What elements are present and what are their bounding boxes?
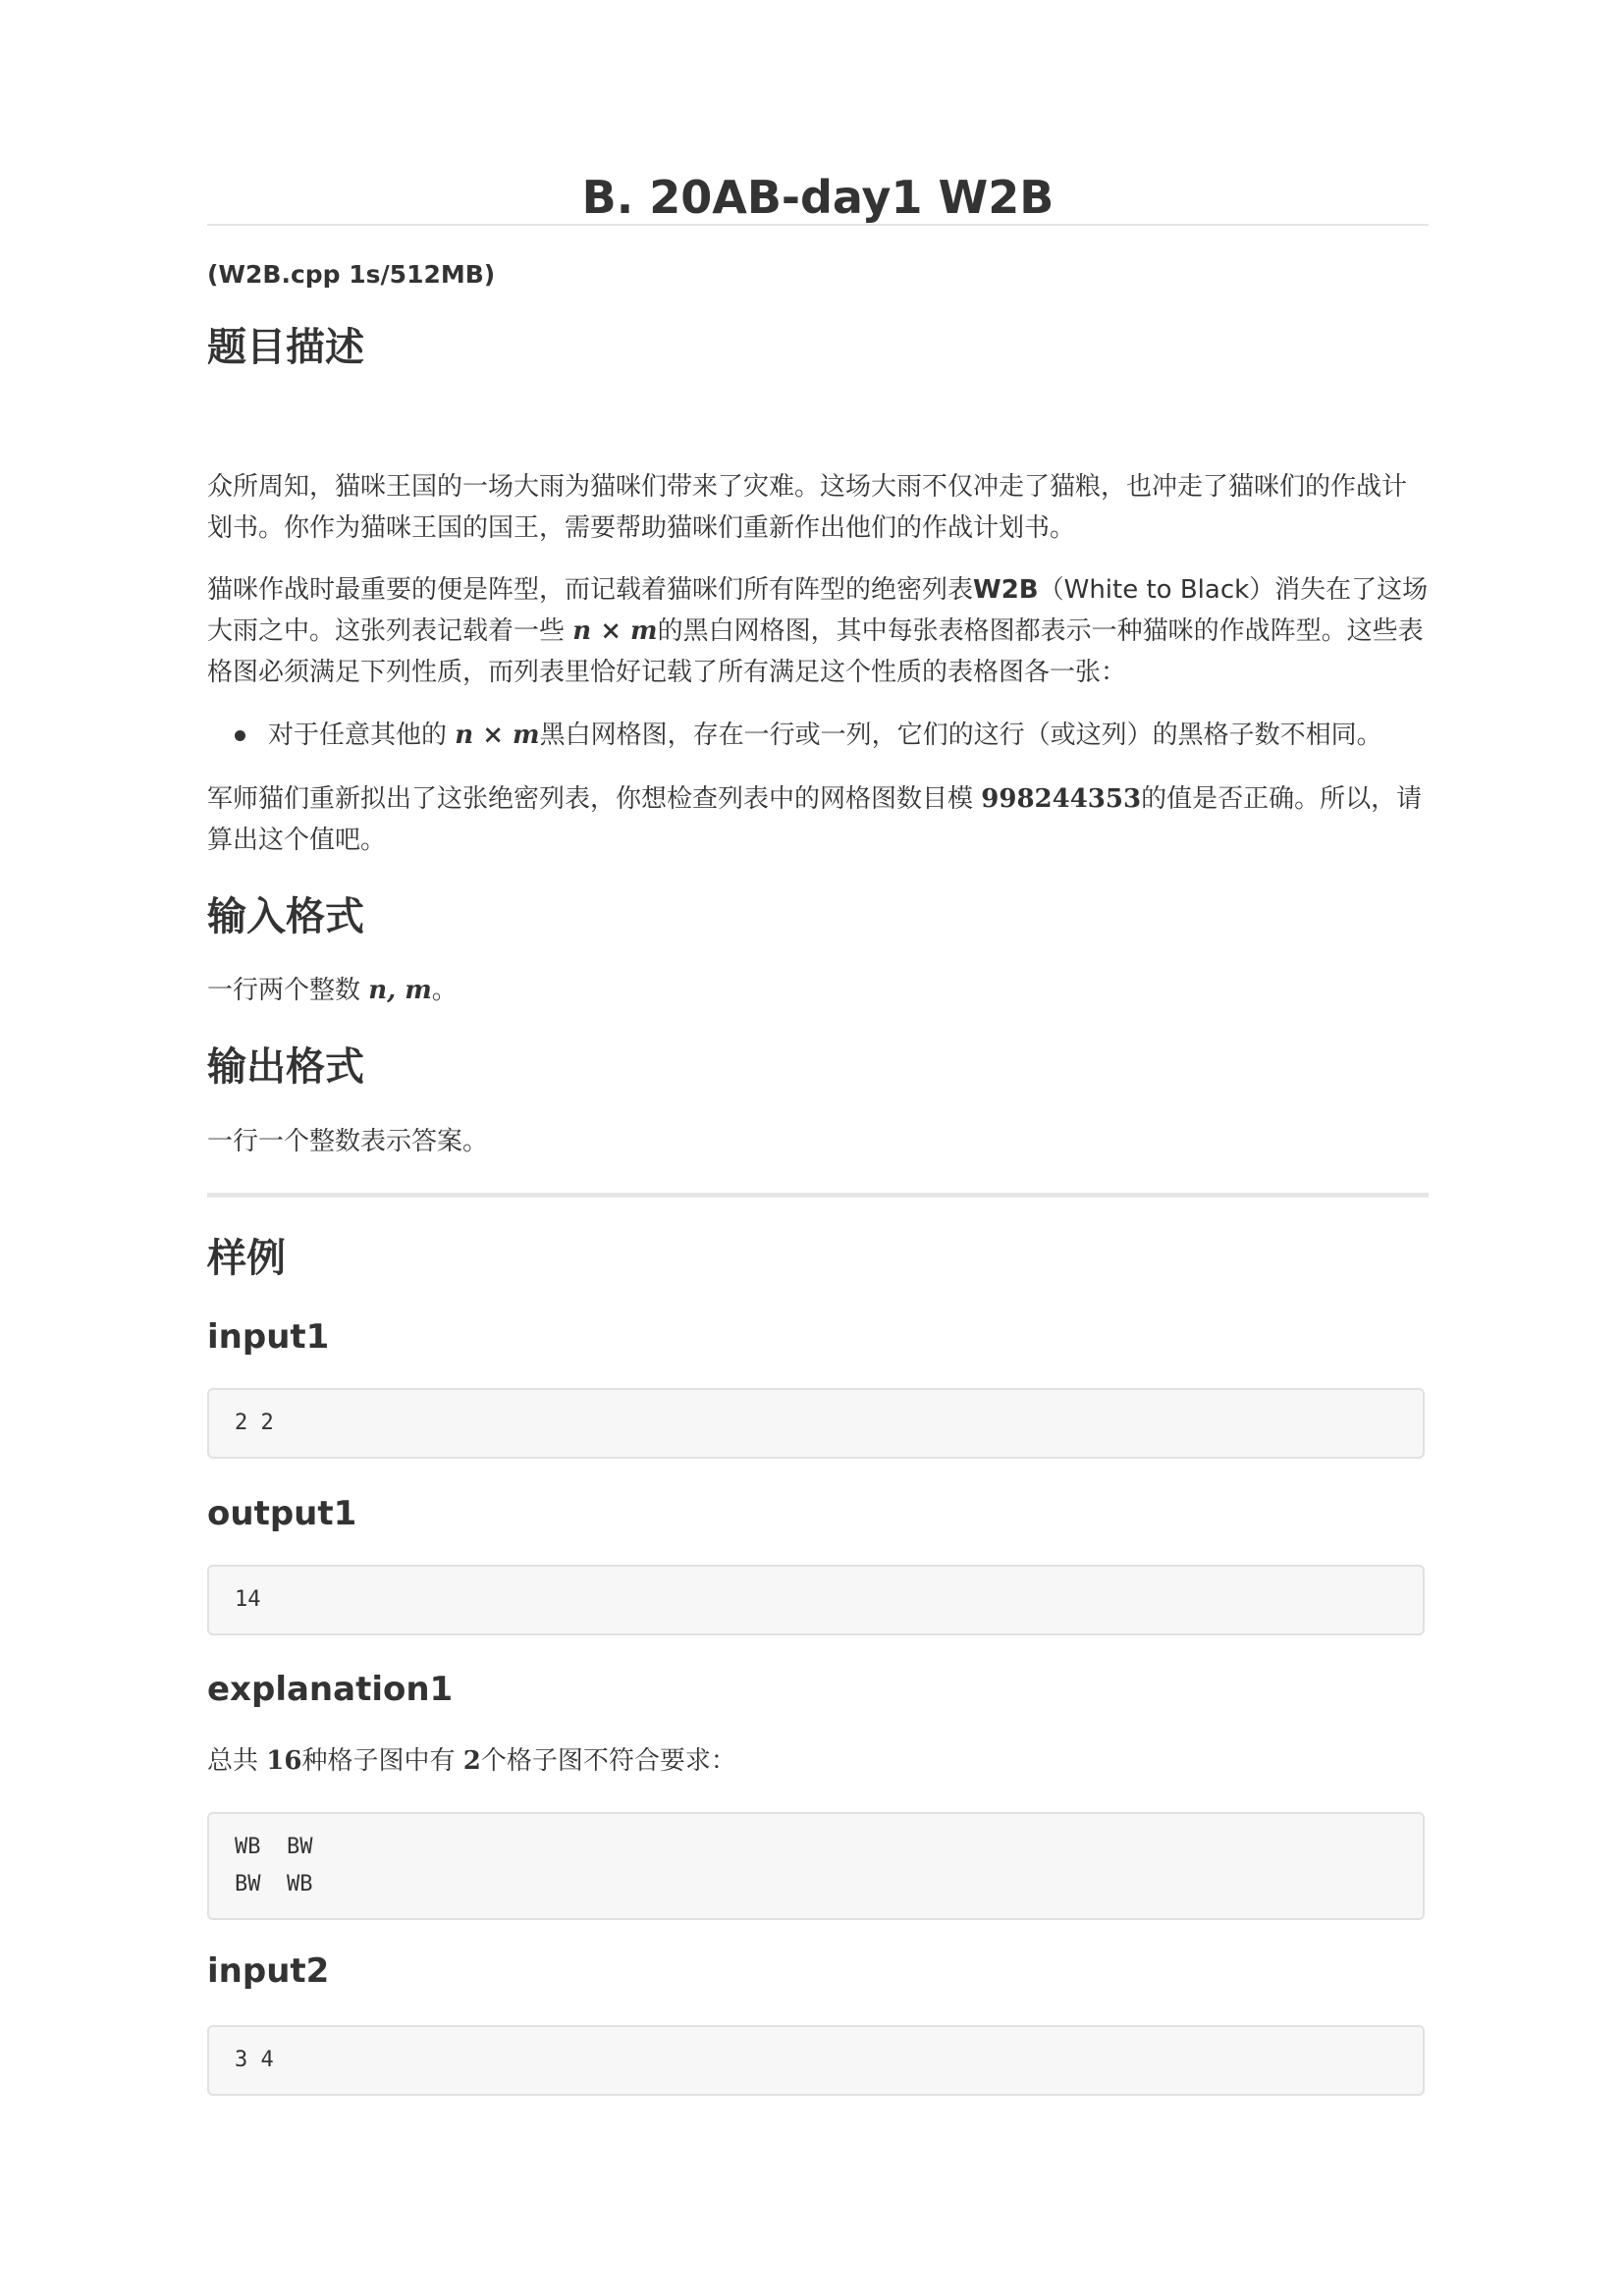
problem-meta: (W2B.cpp 1s/512MB): [207, 260, 496, 289]
explanation1-text: 总共 16种格子图中有 2个格子图不符合要求：: [207, 1746, 736, 1776]
section-divider: [207, 1193, 1429, 1198]
input-format-heading: 输入格式: [207, 894, 364, 939]
description-paragraph-1: 众所周知，猫咪王国的一场大雨为猫咪们带来了灾难。这场大雨不仅冲走了猫粮，也冲走了猫咪们的作战计划书。你作为猫咪王国的国王，需要帮助猫咪们重新作出他们的作战计划书。: [207, 472, 1408, 543]
total-count: 16: [266, 1746, 302, 1776]
page-title: B. 20AB-day1 W2B: [581, 171, 1055, 224]
list-item: 对于任意其他的 n × m黑白网格图，存在一行或一列，它们的这行（或这列）的黑格子数不相同。: [207, 715, 1429, 756]
math-n-times-m: n × m: [572, 616, 658, 646]
explanation1-heading: explanation1: [207, 1670, 454, 1709]
bullet-icon: [235, 730, 245, 741]
input-format-text: 一行两个整数 n, m。: [207, 976, 458, 1005]
description-heading: 题目描述: [207, 325, 364, 370]
output-format-text: 一行一个整数表示答案。: [207, 1127, 489, 1156]
modulus-value: 998244353: [981, 784, 1142, 814]
invalid-count: 2: [462, 1746, 481, 1776]
input2-code-block: 3 4: [207, 2025, 1425, 2096]
title-divider: [207, 224, 1429, 226]
input2-heading: input2: [207, 1951, 330, 1991]
input1-heading: input1: [207, 1317, 330, 1357]
explanation1-code-block: WB BW BW WB: [207, 1812, 1425, 1920]
math-n-times-m: n × m: [455, 721, 540, 750]
math-n-m: n, m: [368, 976, 432, 1005]
output1-code-block: 14: [207, 1565, 1425, 1635]
output1-heading: output1: [207, 1494, 357, 1533]
description-paragraph-2: 猫咪作战时最重要的便是阵型，而记载着猫咪们所有阵型的绝密列表W2B（White to Black）消失在了这场大雨之中。这张列表记载着一些 n × m的黑白网格图，其中每张表格图都表示一种猫咪的作战阵型。这些表格图必须满足下列性质，而列表里恰好记载了所有满足这个性质的表格图各一张：: [207, 575, 1429, 687]
list-name: W2B: [973, 575, 1039, 605]
samples-heading: 样例: [207, 1236, 286, 1281]
property-list: [207, 715, 1429, 756]
description-paragraph-3: 军师猫们重新拟出了这张绝密列表，你想检查列表中的网格图数目模 998244353的值是否正确。所以，请算出这个值吧。: [207, 784, 1423, 855]
output-format-heading: 输出格式: [207, 1044, 364, 1090]
input1-code-block: 2 2: [207, 1388, 1425, 1459]
